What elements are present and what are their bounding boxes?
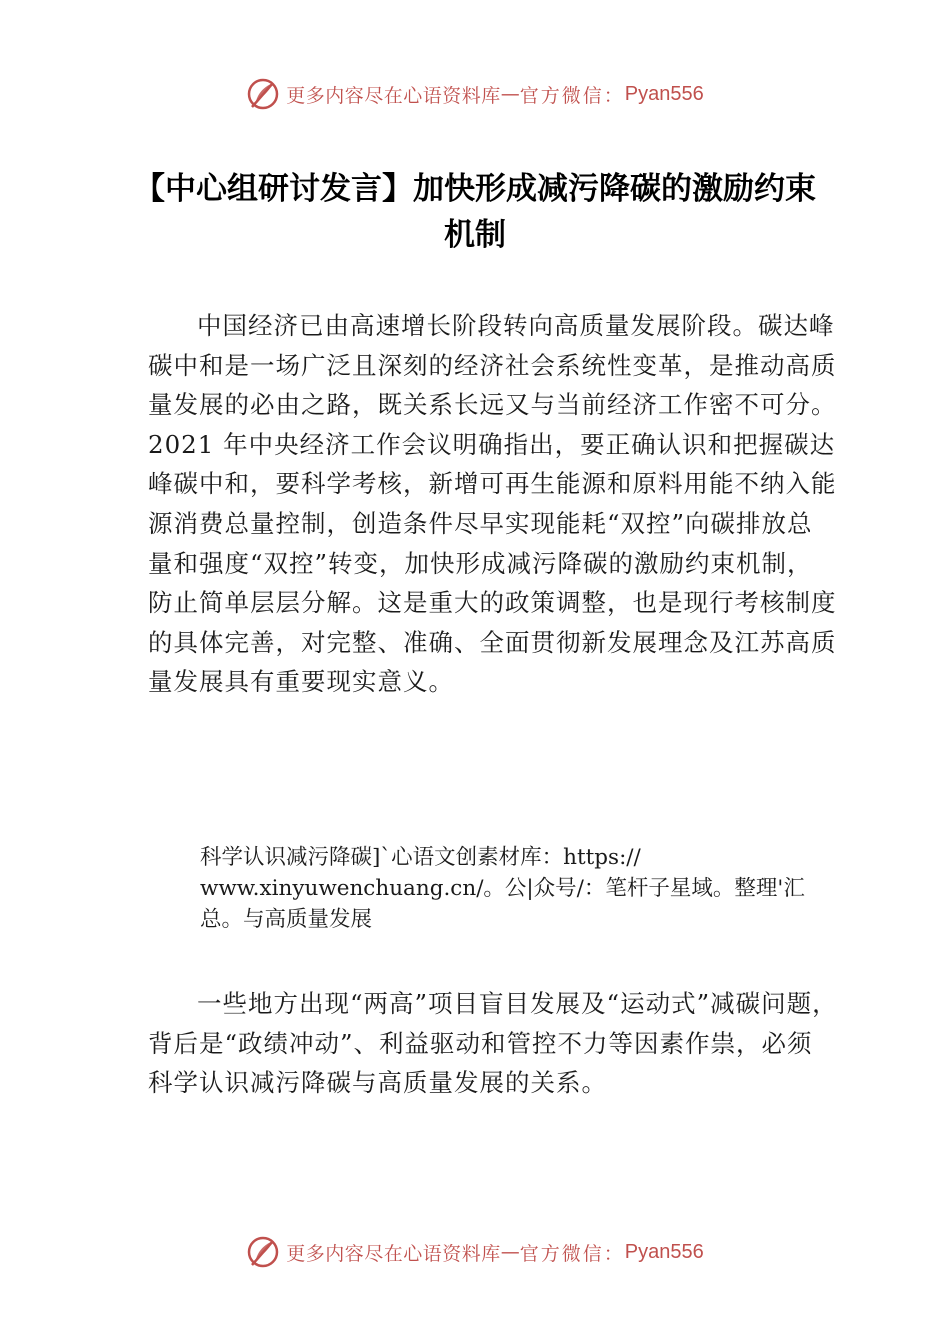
banner-separator: — bbox=[500, 1241, 520, 1263]
document-title: 【中心组研讨发言】加快形成减污降碳的激励约束机制 bbox=[134, 171, 816, 253]
source-note: 科学认识减污降碳]`心语文创素材库：https:// www.xinyuwenchuang.cn/。公|众号/：笔杆子星域。整理'汇总。与高质量发展 bbox=[200, 845, 805, 932]
footer-banner bbox=[0, 1232, 950, 1272]
banner-desc: 官方微信： bbox=[519, 1242, 625, 1265]
header-banner bbox=[0, 74, 950, 114]
body-paragraph-2: 一些地方出现“两高”项目盲目发展及“运动式”减碳问题，背后是“政绩冲动”、利益驱动和管控不力等因素作祟，必须科学认识减污降碳与高质量发展的关系。 bbox=[148, 989, 838, 1098]
banner-desc: 官方微信： bbox=[519, 84, 625, 107]
body-paragraph-1: 中国经济已由高速增长阶段转向高质量发展阶段。碳达峰碳中和是一场广泛且深刻的经济社会系统性变革，是推动高质量发展的必由之路，既关系长远又与当前经济工作密不可分。2021 年中央经济工作会议明确指出，要正确认识和把握碳达峰碳中和，要科学考核，新增可再生能源和原料用能不纳入能源消费总量控制，创造条件尽早实现能耗“双控”向碳排放总量和强度“双控”转变，加快形成减污降碳的激励约束机制，防止简单层层分解。这是重大的政策调整，也是现行考核制度的具体完善，对完整、准确、全面贯彻新发展理念及江苏高质量发展具有重要现实意义。 bbox=[148, 311, 837, 697]
banner-separator: — bbox=[500, 83, 520, 105]
feather-logo-icon bbox=[246, 1235, 280, 1269]
feather-logo-icon bbox=[246, 77, 280, 111]
banner-wechat-id: Pyan556 bbox=[624, 1240, 704, 1263]
banner-text: 更多内容尽在心语资料库 bbox=[286, 1242, 501, 1265]
banner-wechat-id: Pyan556 bbox=[624, 82, 704, 105]
banner-text: 更多内容尽在心语资料库 bbox=[286, 84, 501, 107]
